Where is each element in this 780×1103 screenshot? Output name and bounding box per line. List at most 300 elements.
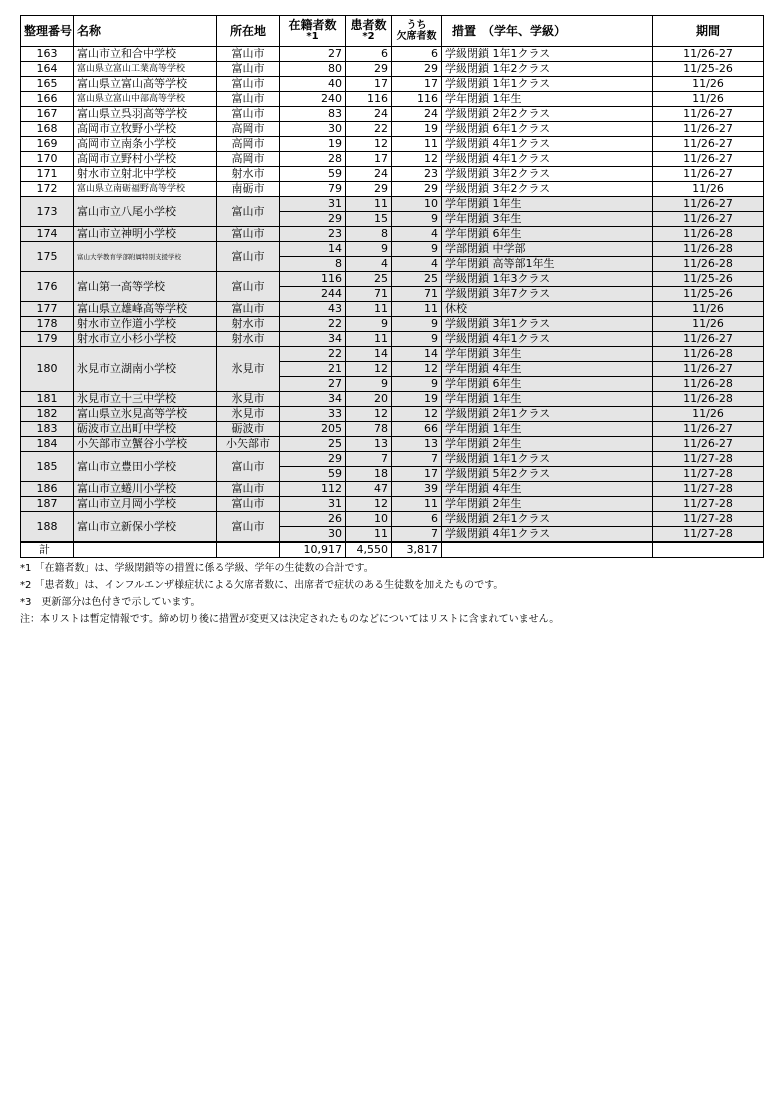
cell-location: 氷見市 xyxy=(217,407,280,422)
header-patients xyxy=(346,16,392,47)
cell-measure: 学年閉鎖 4年生 xyxy=(442,362,653,377)
cell-measure: 学年閉鎖 1年生 xyxy=(442,422,653,437)
cell-enrolled: 21 xyxy=(280,362,346,377)
table-row xyxy=(21,152,764,167)
cell-enrolled: 8 xyxy=(280,257,346,272)
cell-enrolled: 19 xyxy=(280,137,346,152)
cell-name: 富山市立八尾小学校 xyxy=(74,197,217,227)
cell-location: 富山市 xyxy=(217,302,280,317)
cell-enrolled: 30 xyxy=(280,122,346,137)
cell-absent: 24 xyxy=(392,107,442,122)
cell-id: 179 xyxy=(21,332,74,347)
cell-absent: 4 xyxy=(392,227,442,242)
header-patients-label: 患者数 xyxy=(350,18,387,32)
cell-absent: 4 xyxy=(392,257,442,272)
cell-location: 富山市 xyxy=(217,62,280,77)
total-enrolled: 10,917 xyxy=(280,542,346,558)
cell-enrolled: 116 xyxy=(280,272,346,287)
cell-name: 富山市立和合中学校 xyxy=(74,47,217,62)
cell-patients: 29 xyxy=(346,182,392,197)
header-measure: 措置 （学年、学級） xyxy=(442,16,653,47)
cell-period: 11/26-27 xyxy=(653,212,764,227)
total-empty-location xyxy=(217,542,280,558)
cell-id: 174 xyxy=(21,227,74,242)
cell-location: 射水市 xyxy=(217,332,280,347)
cell-enrolled: 244 xyxy=(280,287,346,302)
table-row xyxy=(21,182,764,197)
total-label: 計 xyxy=(21,542,74,558)
cell-measure: 学級閉鎖 5年2クラス xyxy=(442,467,653,482)
cell-enrolled: 33 xyxy=(280,407,346,422)
cell-name: 射水市立作道小学校 xyxy=(74,317,217,332)
footnote-disclaimer: 注：本リストは暫定情報です。締め切り後に措置が変更又は決定されたものなどについてはリストに含まれていません。 xyxy=(20,614,560,625)
cell-measure: 学級閉鎖 3年1クラス xyxy=(442,317,653,332)
header-name: 名称 xyxy=(74,16,217,47)
cell-name: 富山市立蜷川小学校 xyxy=(74,482,217,497)
cell-measure: 学年閉鎖 1年生 xyxy=(442,197,653,212)
cell-location: 射水市 xyxy=(217,317,280,332)
total-patients: 4,550 xyxy=(346,542,392,558)
cell-measure: 学部閉鎖 中学部 xyxy=(442,242,653,257)
cell-id: 181 xyxy=(21,392,74,407)
cell-patients: 15 xyxy=(346,212,392,227)
cell-location: 高岡市 xyxy=(217,122,280,137)
cell-name: 富山県立富山高等学校 xyxy=(74,77,217,92)
cell-period: 11/25-26 xyxy=(653,62,764,77)
cell-period: 11/26-27 xyxy=(653,137,764,152)
table-row xyxy=(21,437,764,452)
cell-location: 富山市 xyxy=(217,227,280,242)
cell-absent: 66 xyxy=(392,422,442,437)
cell-id: 182 xyxy=(21,407,74,422)
cell-patients: 9 xyxy=(346,377,392,392)
cell-name: 富山県立氷見高等学校 xyxy=(74,407,217,422)
cell-name: 富山県立呉羽高等学校 xyxy=(74,107,217,122)
cell-location: 富山市 xyxy=(217,512,280,543)
table-row xyxy=(21,422,764,437)
cell-enrolled: 80 xyxy=(280,62,346,77)
cell-period: 11/26-27 xyxy=(653,167,764,182)
cell-absent: 9 xyxy=(392,212,442,227)
cell-id: 176 xyxy=(21,272,74,302)
cell-measure: 学級閉鎖 4年1クラス xyxy=(442,332,653,347)
cell-enrolled: 83 xyxy=(280,107,346,122)
cell-patients: 22 xyxy=(346,122,392,137)
cell-absent: 14 xyxy=(392,347,442,362)
cell-period: 11/26-28 xyxy=(653,377,764,392)
cell-period: 11/26-27 xyxy=(653,362,764,377)
cell-id: 180 xyxy=(21,347,74,392)
cell-id: 173 xyxy=(21,197,74,227)
cell-id: 171 xyxy=(21,167,74,182)
cell-enrolled: 22 xyxy=(280,347,346,362)
cell-name: 富山県立富山中部高等学校 xyxy=(74,92,217,107)
header-period: 期間 xyxy=(653,16,764,47)
footnotes xyxy=(20,560,763,628)
table-body xyxy=(21,47,764,558)
cell-period: 11/26 xyxy=(653,317,764,332)
cell-enrolled: 43 xyxy=(280,302,346,317)
cell-id: 183 xyxy=(21,422,74,437)
header-absent xyxy=(392,16,442,47)
cell-measure: 学年閉鎖 6年生 xyxy=(442,227,653,242)
cell-location: 射水市 xyxy=(217,167,280,182)
cell-enrolled: 29 xyxy=(280,452,346,467)
cell-patients: 24 xyxy=(346,167,392,182)
cell-period: 11/27-28 xyxy=(653,497,764,512)
cell-name: 富山市立神明小学校 xyxy=(74,227,217,242)
cell-period: 11/26-28 xyxy=(653,347,764,362)
cell-id: 178 xyxy=(21,317,74,332)
cell-enrolled: 25 xyxy=(280,437,346,452)
cell-patients: 12 xyxy=(346,137,392,152)
cell-period: 11/27-28 xyxy=(653,527,764,543)
cell-measure: 学級閉鎖 2年1クラス xyxy=(442,407,653,422)
cell-measure: 学年閉鎖 3年生 xyxy=(442,347,653,362)
cell-patients: 8 xyxy=(346,227,392,242)
cell-absent: 17 xyxy=(392,77,442,92)
cell-location: 富山市 xyxy=(217,47,280,62)
table-row xyxy=(21,92,764,107)
cell-patients: 7 xyxy=(346,452,392,467)
table-row xyxy=(21,77,764,92)
header-absent-line2: 欠席者数 xyxy=(396,31,437,42)
cell-name: 富山大学教育学部附属特別支援学校 xyxy=(74,242,217,272)
cell-name: 砺波市立出町中学校 xyxy=(74,422,217,437)
cell-enrolled: 14 xyxy=(280,242,346,257)
cell-period: 11/26 xyxy=(653,302,764,317)
cell-id: 170 xyxy=(21,152,74,167)
cell-enrolled: 240 xyxy=(280,92,346,107)
cell-measure: 学級閉鎖 3年2クラス xyxy=(442,182,653,197)
cell-absent: 11 xyxy=(392,302,442,317)
cell-absent: 6 xyxy=(392,512,442,527)
cell-period: 11/26-27 xyxy=(653,437,764,452)
cell-enrolled: 59 xyxy=(280,467,346,482)
cell-patients: 11 xyxy=(346,197,392,212)
cell-patients: 20 xyxy=(346,392,392,407)
cell-measure: 学級閉鎖 6年1クラス xyxy=(442,122,653,137)
cell-period: 11/26 xyxy=(653,92,764,107)
cell-id: 185 xyxy=(21,452,74,482)
cell-location: 富山市 xyxy=(217,482,280,497)
cell-measure: 学年閉鎖 3年生 xyxy=(442,212,653,227)
cell-name: 富山市立新保小学校 xyxy=(74,512,217,543)
cell-location: 富山市 xyxy=(217,197,280,227)
cell-name: 小矢部市立蟹谷小学校 xyxy=(74,437,217,452)
cell-id: 169 xyxy=(21,137,74,152)
cell-absent: 29 xyxy=(392,182,442,197)
cell-patients: 116 xyxy=(346,92,392,107)
cell-period: 11/26-27 xyxy=(653,152,764,167)
cell-patients: 12 xyxy=(346,497,392,512)
cell-location: 富山市 xyxy=(217,497,280,512)
cell-id: 166 xyxy=(21,92,74,107)
cell-name: 富山県立雄峰高等学校 xyxy=(74,302,217,317)
cell-period: 11/27-28 xyxy=(653,482,764,497)
cell-absent: 10 xyxy=(392,197,442,212)
cell-patients: 47 xyxy=(346,482,392,497)
header-id: 整理番号 xyxy=(21,16,74,47)
cell-enrolled: 27 xyxy=(280,47,346,62)
cell-enrolled: 31 xyxy=(280,497,346,512)
cell-name: 射水市立射北中学校 xyxy=(74,167,217,182)
cell-patients: 11 xyxy=(346,302,392,317)
cell-absent: 25 xyxy=(392,272,442,287)
header-enrolled xyxy=(280,16,346,47)
table-row xyxy=(21,272,764,287)
cell-period: 11/26-27 xyxy=(653,422,764,437)
table-row xyxy=(21,392,764,407)
cell-period: 11/26-28 xyxy=(653,392,764,407)
cell-period: 11/26-27 xyxy=(653,122,764,137)
cell-absent: 39 xyxy=(392,482,442,497)
cell-location: 富山市 xyxy=(217,92,280,107)
cell-absent: 11 xyxy=(392,137,442,152)
header-patients-note: *2 xyxy=(362,31,375,42)
table-row xyxy=(21,512,764,527)
cell-name: 高岡市立南条小学校 xyxy=(74,137,217,152)
table-row xyxy=(21,242,764,257)
cell-absent: 7 xyxy=(392,527,442,543)
cell-period: 11/26 xyxy=(653,407,764,422)
cell-period: 11/26-28 xyxy=(653,242,764,257)
table-row xyxy=(21,407,764,422)
footnote-3: *3 更新部分は色付きで示しています。 xyxy=(20,597,201,608)
cell-period: 11/26 xyxy=(653,182,764,197)
cell-absent: 6 xyxy=(392,47,442,62)
table-row xyxy=(21,137,764,152)
school-closure-table xyxy=(20,15,764,558)
cell-enrolled: 23 xyxy=(280,227,346,242)
cell-patients: 78 xyxy=(346,422,392,437)
cell-absent: 23 xyxy=(392,167,442,182)
cell-enrolled: 112 xyxy=(280,482,346,497)
cell-location: 南砺市 xyxy=(217,182,280,197)
cell-measure: 学級閉鎖 3年2クラス xyxy=(442,167,653,182)
cell-location: 富山市 xyxy=(217,107,280,122)
cell-patients: 9 xyxy=(346,242,392,257)
cell-absent: 12 xyxy=(392,362,442,377)
cell-patients: 11 xyxy=(346,527,392,543)
cell-measure: 学年閉鎖 高等部1年生 xyxy=(442,257,653,272)
table-row xyxy=(21,302,764,317)
cell-enrolled: 79 xyxy=(280,182,346,197)
cell-location: 高岡市 xyxy=(217,137,280,152)
cell-name: 富山市立豊田小学校 xyxy=(74,452,217,482)
cell-absent: 9 xyxy=(392,242,442,257)
cell-patients: 10 xyxy=(346,512,392,527)
cell-enrolled: 28 xyxy=(280,152,346,167)
cell-measure: 学年閉鎖 2年生 xyxy=(442,497,653,512)
cell-patients: 12 xyxy=(346,362,392,377)
cell-absent: 12 xyxy=(392,407,442,422)
cell-location: 富山市 xyxy=(217,77,280,92)
cell-enrolled: 34 xyxy=(280,332,346,347)
cell-id: 175 xyxy=(21,242,74,272)
cell-patients: 11 xyxy=(346,332,392,347)
cell-period: 11/26-27 xyxy=(653,47,764,62)
cell-measure: 学年閉鎖 1年生 xyxy=(442,92,653,107)
cell-name: 氷見市立十三中学校 xyxy=(74,392,217,407)
header-enrolled-note: *1 xyxy=(306,31,319,42)
cell-id: 184 xyxy=(21,437,74,452)
cell-id: 187 xyxy=(21,497,74,512)
cell-period: 11/26 xyxy=(653,77,764,92)
cell-period: 11/27-28 xyxy=(653,467,764,482)
cell-enrolled: 31 xyxy=(280,197,346,212)
cell-period: 11/26-27 xyxy=(653,332,764,347)
table-row xyxy=(21,122,764,137)
table-row xyxy=(21,227,764,242)
cell-measure: 学級閉鎖 1年1クラス xyxy=(442,452,653,467)
table-row xyxy=(21,197,764,212)
cell-id: 188 xyxy=(21,512,74,543)
cell-absent: 116 xyxy=(392,92,442,107)
cell-absent: 12 xyxy=(392,152,442,167)
footnote-1: *1 「在籍者数」は、学級閉鎖等の措置に係る学級、学年の生徒数の合計です。 xyxy=(20,563,374,574)
header-row xyxy=(21,16,764,47)
cell-measure: 学級閉鎖 4年1クラス xyxy=(442,152,653,167)
cell-measure: 学級閉鎖 2年2クラス xyxy=(442,107,653,122)
table-row xyxy=(21,482,764,497)
cell-location: 高岡市 xyxy=(217,152,280,167)
cell-patients: 71 xyxy=(346,287,392,302)
cell-absent: 19 xyxy=(392,122,442,137)
cell-period: 11/27-28 xyxy=(653,512,764,527)
cell-patients: 9 xyxy=(346,317,392,332)
cell-location: 砺波市 xyxy=(217,422,280,437)
cell-enrolled: 30 xyxy=(280,527,346,543)
cell-measure: 学級閉鎖 1年3クラス xyxy=(442,272,653,287)
table-row xyxy=(21,47,764,62)
cell-id: 167 xyxy=(21,107,74,122)
cell-absent: 11 xyxy=(392,497,442,512)
cell-period: 11/26-28 xyxy=(653,227,764,242)
cell-id: 165 xyxy=(21,77,74,92)
header-location: 所在地 xyxy=(217,16,280,47)
cell-patients: 18 xyxy=(346,467,392,482)
cell-id: 163 xyxy=(21,47,74,62)
cell-patients: 13 xyxy=(346,437,392,452)
table-row xyxy=(21,317,764,332)
cell-location: 富山市 xyxy=(217,272,280,302)
footnote-2: *2 「患者数」は、インフルエンザ様症状による欠席者数に、出席者で症状のある生徒数を加えたものです。 xyxy=(20,580,504,591)
cell-period: 11/27-28 xyxy=(653,452,764,467)
cell-measure: 学年閉鎖 1年生 xyxy=(442,392,653,407)
cell-enrolled: 59 xyxy=(280,167,346,182)
cell-measure: 学級閉鎖 4年1クラス xyxy=(442,527,653,543)
cell-patients: 17 xyxy=(346,152,392,167)
cell-location: 氷見市 xyxy=(217,392,280,407)
cell-patients: 6 xyxy=(346,47,392,62)
cell-period: 11/25-26 xyxy=(653,272,764,287)
cell-absent: 9 xyxy=(392,317,442,332)
cell-absent: 29 xyxy=(392,62,442,77)
cell-absent: 17 xyxy=(392,467,442,482)
cell-location: 富山市 xyxy=(217,242,280,272)
cell-measure: 学級閉鎖 1年2クラス xyxy=(442,62,653,77)
cell-location: 氷見市 xyxy=(217,347,280,392)
cell-absent: 13 xyxy=(392,437,442,452)
cell-absent: 7 xyxy=(392,452,442,467)
cell-patients: 24 xyxy=(346,107,392,122)
cell-location: 小矢部市 xyxy=(217,437,280,452)
table-row xyxy=(21,107,764,122)
cell-measure: 学級閉鎖 2年1クラス xyxy=(442,512,653,527)
table-row xyxy=(21,167,764,182)
cell-enrolled: 29 xyxy=(280,212,346,227)
cell-name: 高岡市立牧野小学校 xyxy=(74,122,217,137)
cell-name: 高岡市立野村小学校 xyxy=(74,152,217,167)
cell-measure: 学年閉鎖 2年生 xyxy=(442,437,653,452)
cell-measure: 学年閉鎖 6年生 xyxy=(442,377,653,392)
cell-period: 11/26-27 xyxy=(653,107,764,122)
cell-id: 164 xyxy=(21,62,74,77)
cell-id: 172 xyxy=(21,182,74,197)
header-absent-line1: うち xyxy=(406,20,427,31)
cell-name: 富山県立富山工業高等学校 xyxy=(74,62,217,77)
cell-name: 射水市立小杉小学校 xyxy=(74,332,217,347)
table-row xyxy=(21,497,764,512)
cell-patients: 14 xyxy=(346,347,392,362)
cell-name: 富山県立南砺福野高等学校 xyxy=(74,182,217,197)
cell-enrolled: 34 xyxy=(280,392,346,407)
total-empty-name xyxy=(74,542,217,558)
cell-absent: 19 xyxy=(392,392,442,407)
cell-name: 氷見市立湖南小学校 xyxy=(74,347,217,392)
table-row xyxy=(21,332,764,347)
cell-period: 11/26-27 xyxy=(653,197,764,212)
table-row xyxy=(21,452,764,467)
cell-measure: 学級閉鎖 1年1クラス xyxy=(442,77,653,92)
cell-location: 富山市 xyxy=(217,452,280,482)
cell-patients: 12 xyxy=(346,407,392,422)
table-row xyxy=(21,347,764,362)
total-empty-period xyxy=(653,542,764,558)
cell-measure: 学級閉鎖 1年1クラス xyxy=(442,47,653,62)
cell-absent: 9 xyxy=(392,332,442,347)
cell-patients: 25 xyxy=(346,272,392,287)
cell-name: 富山第一高等学校 xyxy=(74,272,217,302)
cell-enrolled: 27 xyxy=(280,377,346,392)
cell-measure: 学級閉鎖 4年1クラス xyxy=(442,137,653,152)
cell-patients: 4 xyxy=(346,257,392,272)
cell-measure: 休校 xyxy=(442,302,653,317)
cell-period: 11/26-28 xyxy=(653,257,764,272)
cell-enrolled: 22 xyxy=(280,317,346,332)
cell-patients: 29 xyxy=(346,62,392,77)
cell-enrolled: 40 xyxy=(280,77,346,92)
cell-enrolled: 26 xyxy=(280,512,346,527)
header-enrolled-label: 在籍者数 xyxy=(288,18,337,32)
cell-enrolled: 205 xyxy=(280,422,346,437)
cell-absent: 9 xyxy=(392,377,442,392)
cell-id: 177 xyxy=(21,302,74,317)
total-row xyxy=(21,542,764,558)
total-absent: 3,817 xyxy=(392,542,442,558)
cell-absent: 71 xyxy=(392,287,442,302)
cell-id: 168 xyxy=(21,122,74,137)
total-empty-measure xyxy=(442,542,653,558)
cell-measure: 学級閉鎖 3年7クラス xyxy=(442,287,653,302)
table-row xyxy=(21,62,764,77)
cell-measure: 学年閉鎖 4年生 xyxy=(442,482,653,497)
cell-id: 186 xyxy=(21,482,74,497)
cell-name: 富山市立月岡小学校 xyxy=(74,497,217,512)
cell-patients: 17 xyxy=(346,77,392,92)
cell-period: 11/25-26 xyxy=(653,287,764,302)
